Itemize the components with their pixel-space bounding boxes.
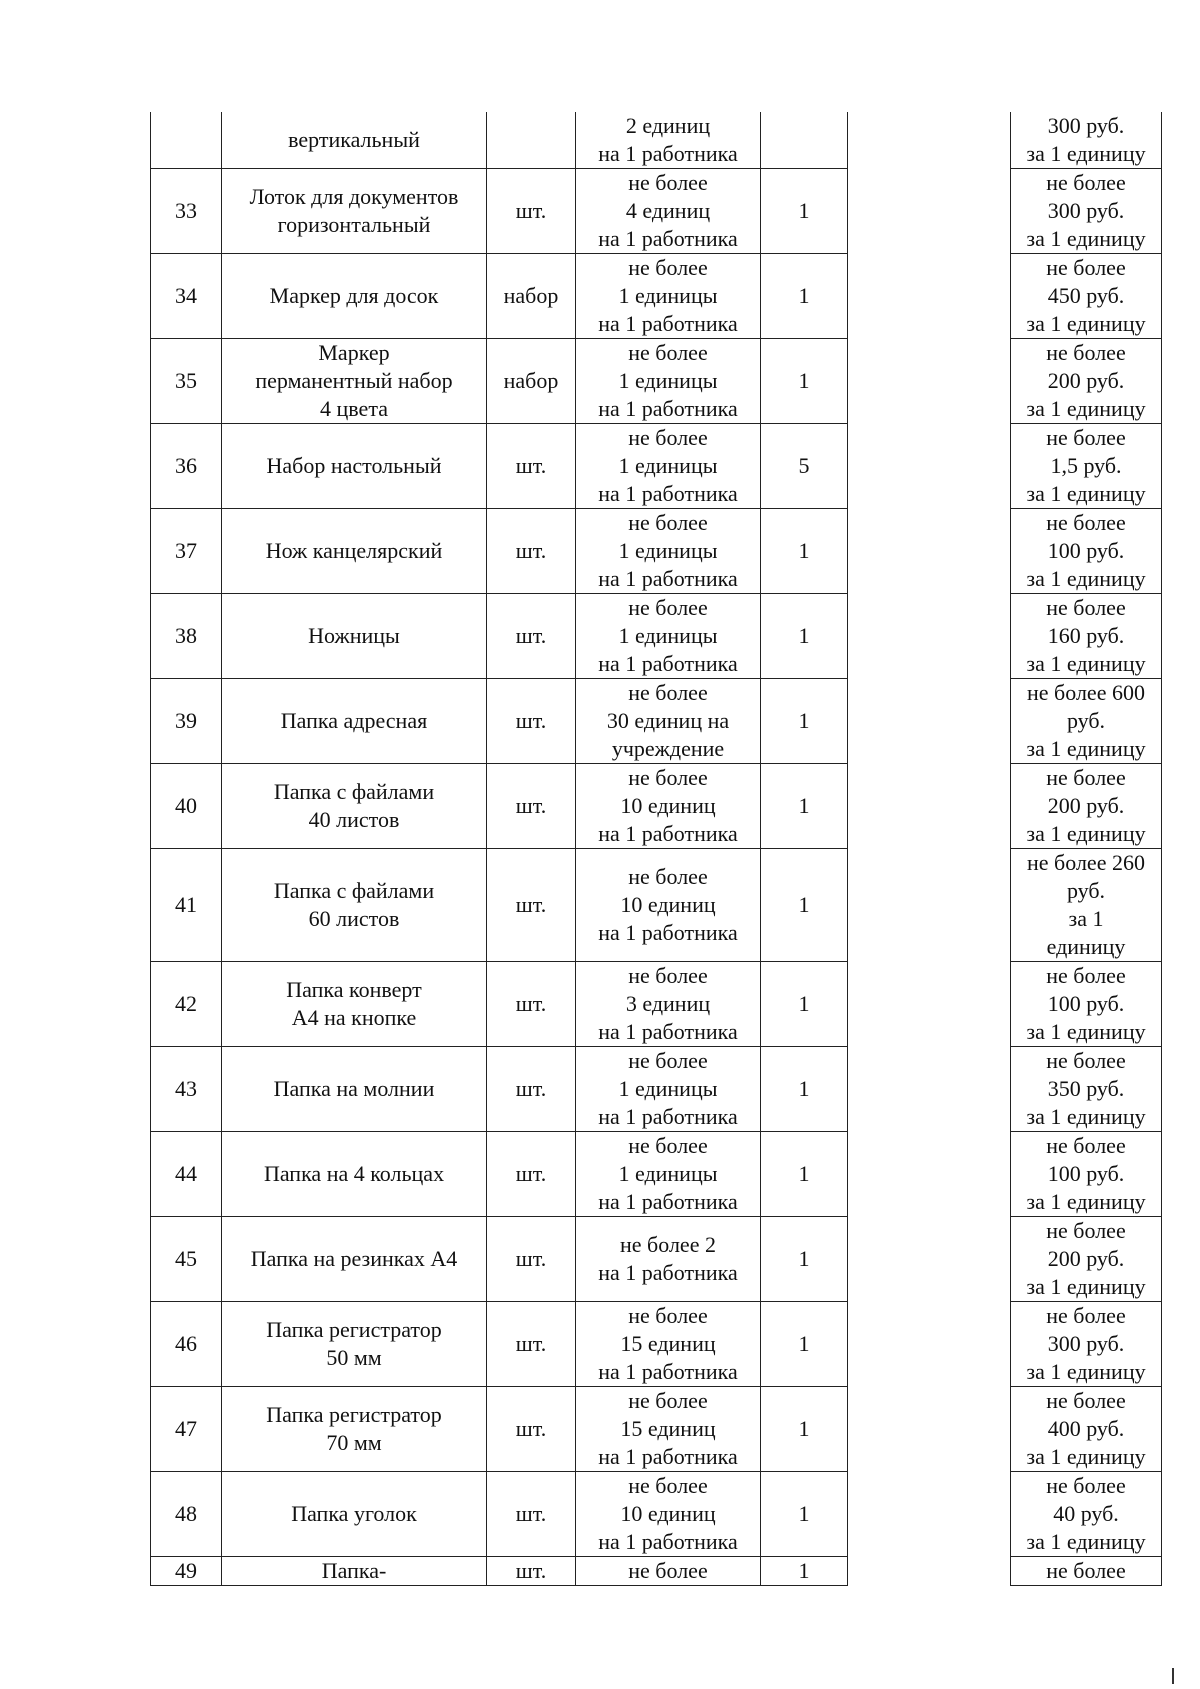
cell-item-name: Папка уголок bbox=[222, 1472, 487, 1557]
cell-quantity-norm: не более bbox=[576, 1557, 761, 1586]
cell-period: 1 bbox=[761, 962, 848, 1047]
price-row bbox=[1011, 962, 1162, 1047]
cell-item-name: Папка на резинках А4 bbox=[222, 1217, 487, 1302]
table-row bbox=[151, 254, 848, 339]
cell-period: 1 bbox=[761, 849, 848, 962]
cell-period: 1 bbox=[761, 1302, 848, 1387]
cell-number bbox=[151, 112, 222, 169]
cell-price: не более 200 руб. за 1 единицу bbox=[1011, 764, 1162, 849]
cell-period: 1 bbox=[761, 339, 848, 424]
table-row bbox=[151, 1557, 848, 1586]
cell-price: не более 160 руб. за 1 единицу bbox=[1011, 594, 1162, 679]
cell-item-name: Папка регистратор 70 мм bbox=[222, 1387, 487, 1472]
cell-number: 33 bbox=[151, 169, 222, 254]
cell-unit: шт. bbox=[487, 764, 576, 849]
scan-edge-mark bbox=[1172, 1668, 1174, 1684]
cell-item-name: Ножницы bbox=[222, 594, 487, 679]
table-row bbox=[151, 962, 848, 1047]
cell-price: не более bbox=[1011, 1557, 1162, 1586]
cell-period: 1 bbox=[761, 1217, 848, 1302]
cell-unit: шт. bbox=[487, 962, 576, 1047]
price-row bbox=[1011, 112, 1162, 169]
cell-item-name: Нож канцелярский bbox=[222, 509, 487, 594]
price-table-body bbox=[1011, 112, 1162, 1586]
cell-price: не более 600 руб. за 1 единицу bbox=[1011, 679, 1162, 764]
cell-period: 1 bbox=[761, 254, 848, 339]
cell-number: 41 bbox=[151, 849, 222, 962]
price-row bbox=[1011, 1217, 1162, 1302]
cell-number: 47 bbox=[151, 1387, 222, 1472]
cell-price: не более 100 руб. за 1 единицу bbox=[1011, 962, 1162, 1047]
price-row bbox=[1011, 1047, 1162, 1132]
cell-quantity-norm: не более 1 единицы на 1 работника bbox=[576, 254, 761, 339]
cell-unit: набор bbox=[487, 339, 576, 424]
price-row bbox=[1011, 849, 1162, 962]
price-row bbox=[1011, 509, 1162, 594]
cell-unit: шт. bbox=[487, 1472, 576, 1557]
price-row bbox=[1011, 424, 1162, 509]
cell-price: не более 100 руб. за 1 единицу bbox=[1011, 1132, 1162, 1217]
cell-unit: шт. bbox=[487, 679, 576, 764]
cell-unit: шт. bbox=[487, 169, 576, 254]
cell-price: не более 200 руб. за 1 единицу bbox=[1011, 1217, 1162, 1302]
cell-item-name: Папка регистратор 50 мм bbox=[222, 1302, 487, 1387]
cell-period bbox=[761, 112, 848, 169]
cell-unit: шт. bbox=[487, 1217, 576, 1302]
cell-quantity-norm: не более 15 единиц на 1 работника bbox=[576, 1387, 761, 1472]
cell-quantity-norm: не более 15 единиц на 1 работника bbox=[576, 1302, 761, 1387]
cell-number: 43 bbox=[151, 1047, 222, 1132]
cell-item-name: Папка адресная bbox=[222, 679, 487, 764]
cell-unit: набор bbox=[487, 254, 576, 339]
cell-unit: шт. bbox=[487, 1302, 576, 1387]
cell-quantity-norm: не более 1 единицы на 1 работника bbox=[576, 424, 761, 509]
price-row bbox=[1011, 1387, 1162, 1472]
cell-quantity-norm: не более 1 единицы на 1 работника bbox=[576, 594, 761, 679]
cell-price: не более 260 руб. за 1 единицу bbox=[1011, 849, 1162, 962]
table-row bbox=[151, 424, 848, 509]
cell-item-name: вертикальный bbox=[222, 112, 487, 169]
cell-quantity-norm: не более 10 единиц на 1 работника bbox=[576, 1472, 761, 1557]
cell-price: не более 100 руб. за 1 единицу bbox=[1011, 509, 1162, 594]
price-row bbox=[1011, 1302, 1162, 1387]
cell-period: 1 bbox=[761, 1472, 848, 1557]
cell-period: 1 bbox=[761, 1387, 848, 1472]
cell-number: 36 bbox=[151, 424, 222, 509]
cell-price: 300 руб. за 1 единицу bbox=[1011, 112, 1162, 169]
price-row bbox=[1011, 1132, 1162, 1217]
cell-quantity-norm: не более 1 единицы на 1 работника bbox=[576, 1132, 761, 1217]
table-row bbox=[151, 169, 848, 254]
table-row bbox=[151, 849, 848, 962]
cell-price: не более 450 руб. за 1 единицу bbox=[1011, 254, 1162, 339]
table-row bbox=[151, 1302, 848, 1387]
cell-quantity-norm: 2 единиц на 1 работника bbox=[576, 112, 761, 169]
cell-quantity-norm: не более 1 единицы на 1 работника bbox=[576, 1047, 761, 1132]
cell-number: 49 bbox=[151, 1557, 222, 1586]
cell-number: 48 bbox=[151, 1472, 222, 1557]
cell-period: 1 bbox=[761, 1047, 848, 1132]
table-row bbox=[151, 509, 848, 594]
cell-price: не более 40 руб. за 1 единицу bbox=[1011, 1472, 1162, 1557]
cell-unit: шт. bbox=[487, 594, 576, 679]
cell-unit: шт. bbox=[487, 1387, 576, 1472]
cell-item-name: Лоток для документов горизонтальный bbox=[222, 169, 487, 254]
cell-price: не более 300 руб. за 1 единицу bbox=[1011, 169, 1162, 254]
cell-number: 35 bbox=[151, 339, 222, 424]
table-row bbox=[151, 112, 848, 169]
supplies-table-body bbox=[151, 112, 848, 1586]
cell-item-name: Маркер перманентный набор 4 цвета bbox=[222, 339, 487, 424]
cell-period: 1 bbox=[761, 1557, 848, 1586]
price-row bbox=[1011, 169, 1162, 254]
cell-number: 45 bbox=[151, 1217, 222, 1302]
cell-period: 1 bbox=[761, 764, 848, 849]
cell-number: 42 bbox=[151, 962, 222, 1047]
cell-price: не более 350 руб. за 1 единицу bbox=[1011, 1047, 1162, 1132]
price-row bbox=[1011, 679, 1162, 764]
cell-unit: шт. bbox=[487, 1132, 576, 1217]
cell-price: не более 1,5 руб. за 1 единицу bbox=[1011, 424, 1162, 509]
cell-quantity-norm: не более 4 единиц на 1 работника bbox=[576, 169, 761, 254]
cell-quantity-norm: не более 3 единиц на 1 работника bbox=[576, 962, 761, 1047]
price-row bbox=[1011, 1557, 1162, 1586]
cell-number: 37 bbox=[151, 509, 222, 594]
cell-period: 1 bbox=[761, 594, 848, 679]
table-row bbox=[151, 1132, 848, 1217]
table-row bbox=[151, 339, 848, 424]
cell-number: 34 bbox=[151, 254, 222, 339]
cell-quantity-norm: не более 30 единиц на учреждение bbox=[576, 679, 761, 764]
price-row bbox=[1011, 254, 1162, 339]
cell-unit bbox=[487, 112, 576, 169]
cell-quantity-norm: не более 1 единицы на 1 работника bbox=[576, 509, 761, 594]
cell-item-name: Маркер для досок bbox=[222, 254, 487, 339]
cell-unit: шт. bbox=[487, 1557, 576, 1586]
cell-item-name: Папка конверт А4 на кнопке bbox=[222, 962, 487, 1047]
cell-period: 5 bbox=[761, 424, 848, 509]
table-row bbox=[151, 679, 848, 764]
price-row bbox=[1011, 764, 1162, 849]
cell-price: не более 300 руб. за 1 единицу bbox=[1011, 1302, 1162, 1387]
price-table bbox=[1010, 112, 1162, 1586]
cell-item-name: Папка с файлами 60 листов bbox=[222, 849, 487, 962]
cell-unit: шт. bbox=[487, 849, 576, 962]
cell-number: 44 bbox=[151, 1132, 222, 1217]
price-row bbox=[1011, 594, 1162, 679]
cell-item-name: Папка на молнии bbox=[222, 1047, 487, 1132]
cell-price: не более 200 руб. за 1 единицу bbox=[1011, 339, 1162, 424]
table-row bbox=[151, 1217, 848, 1302]
cell-item-name: Набор настольный bbox=[222, 424, 487, 509]
cell-quantity-norm: не более 1 единицы на 1 работника bbox=[576, 339, 761, 424]
cell-quantity-norm: не более 10 единиц на 1 работника bbox=[576, 849, 761, 962]
price-row bbox=[1011, 1472, 1162, 1557]
cell-number: 38 bbox=[151, 594, 222, 679]
cell-period: 1 bbox=[761, 509, 848, 594]
cell-item-name: Папка на 4 кольцах bbox=[222, 1132, 487, 1217]
cell-period: 1 bbox=[761, 169, 848, 254]
table-row bbox=[151, 1047, 848, 1132]
supplies-table bbox=[150, 112, 848, 1586]
cell-quantity-norm: не более 2 на 1 работника bbox=[576, 1217, 761, 1302]
cell-unit: шт. bbox=[487, 424, 576, 509]
cell-unit: шт. bbox=[487, 1047, 576, 1132]
cell-number: 40 bbox=[151, 764, 222, 849]
cell-period: 1 bbox=[761, 1132, 848, 1217]
cell-item-name: Папка- bbox=[222, 1557, 487, 1586]
cell-quantity-norm: не более 10 единиц на 1 работника bbox=[576, 764, 761, 849]
cell-number: 39 bbox=[151, 679, 222, 764]
table-row bbox=[151, 1387, 848, 1472]
cell-period: 1 bbox=[761, 679, 848, 764]
table-row bbox=[151, 594, 848, 679]
cell-price: не более 400 руб. за 1 единицу bbox=[1011, 1387, 1162, 1472]
price-row bbox=[1011, 339, 1162, 424]
cell-number: 46 bbox=[151, 1302, 222, 1387]
table-row bbox=[151, 1472, 848, 1557]
cell-unit: шт. bbox=[487, 509, 576, 594]
cell-item-name: Папка с файлами 40 листов bbox=[222, 764, 487, 849]
table-row bbox=[151, 764, 848, 849]
